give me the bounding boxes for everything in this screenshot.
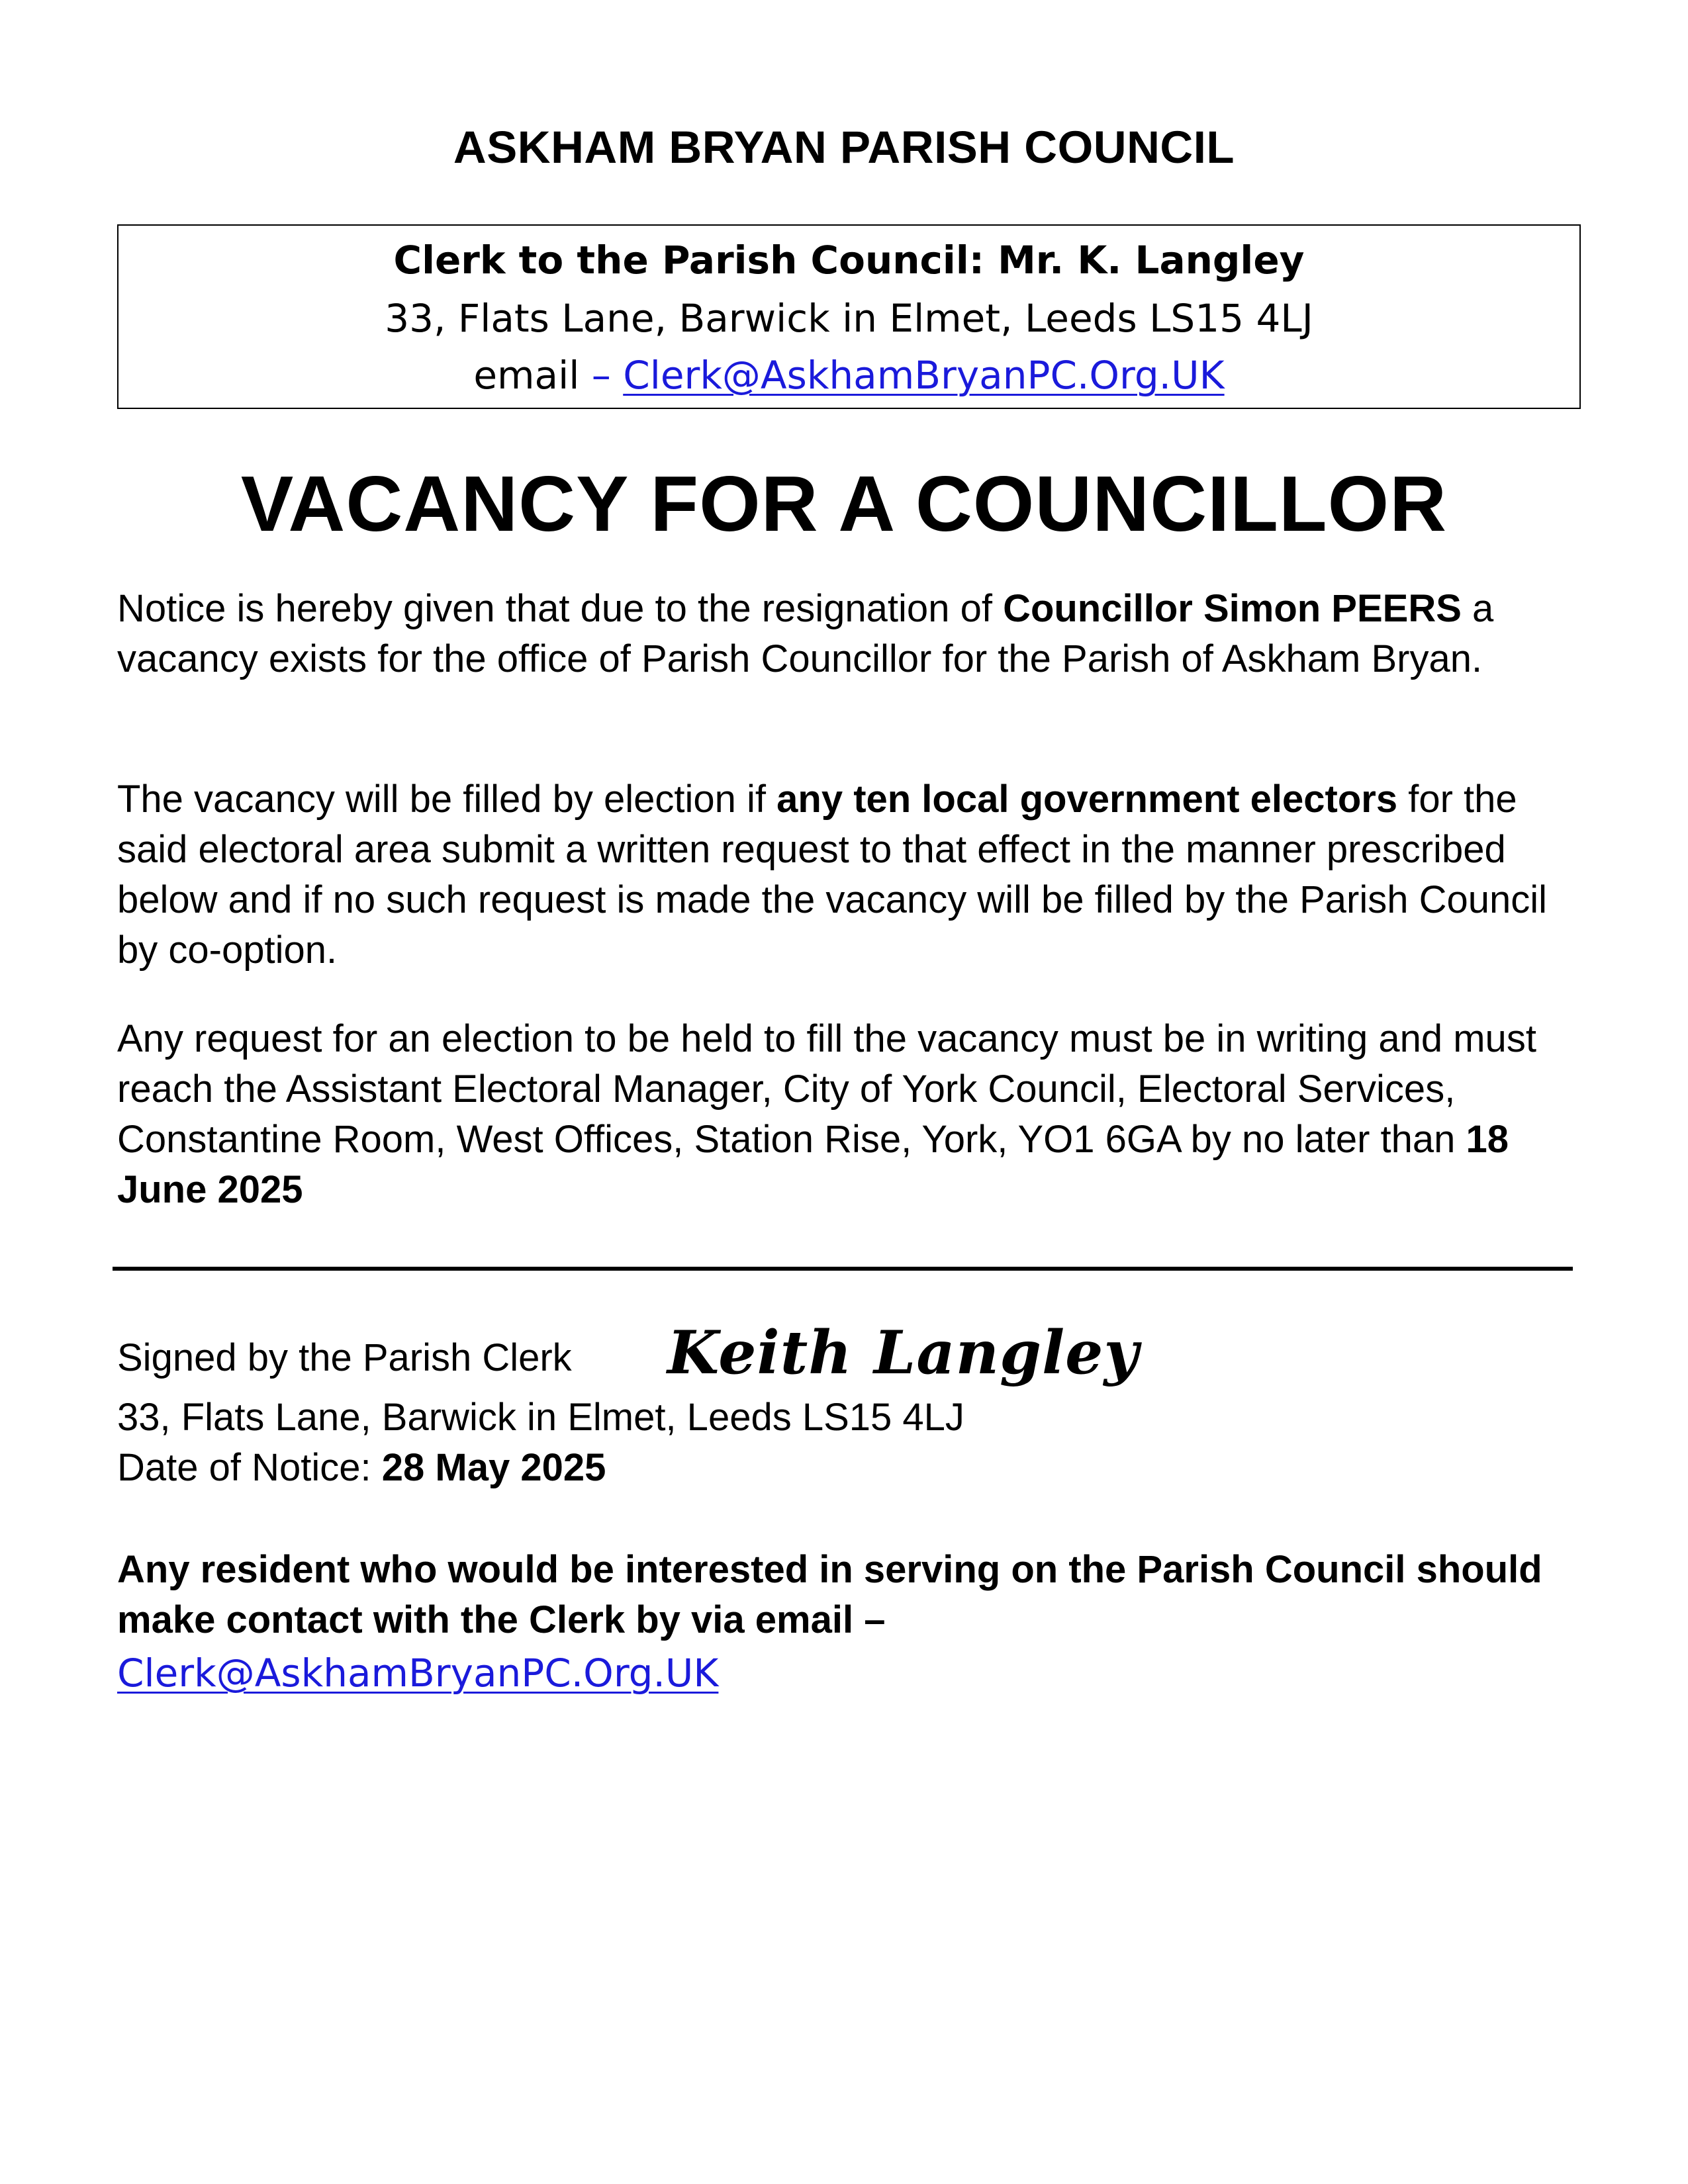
clerk-address: 33, Flats Lane, Barwick in Elmet, Leeds LS15 4LJ <box>117 1396 964 1439</box>
paragraph-text: a vacancy exists for the office of Parish Councillor for the Parish of Askham Bryan. <box>117 587 1494 680</box>
electors-emphasis: any ten local government electors <box>776 778 1398 821</box>
notice-date-line <box>117 1443 606 1493</box>
clerk-address-line: 33, Flats Lane, Barwick in Elmet, Leeds LS15 4LJ <box>385 296 1313 341</box>
council-title: ASKHAM BRYAN PARISH COUNCIL <box>453 122 1235 173</box>
vacancy-heading: VACANCY FOR A COUNCILLOR <box>240 460 1448 548</box>
resident-email-link[interactable]: Clerk@AskhamBryanPC.Org.UK <box>117 1651 719 1696</box>
clerk-email-link[interactable]: Clerk@AskhamBryanPC.Org.UK <box>623 353 1225 398</box>
resident-email-line <box>117 1647 718 1700</box>
councillor-name: Councillor Simon PEERS <box>1003 587 1462 630</box>
paragraph-text: Any request for an election to be held to fill the vacancy must be in writing and must reach the Assistant Electoral Manager, City of York Council, Electoral Services, Constantine Room, West Offices, Station Rise, York, YO1 6GA by no later than <box>117 1017 1536 1161</box>
deadline-date: 18 June 2025 <box>117 1118 1509 1211</box>
notice-paragraph-election <box>117 774 1587 976</box>
section-divider <box>113 1267 1573 1271</box>
notice-paragraph-resignation <box>117 584 1587 684</box>
clerk-signature: Keith Langley <box>667 1318 1139 1388</box>
resident-contact-notice: Any resident who would be interested in serving on the Parish Council should make contact with the Clerk by via email – <box>117 1548 1542 1641</box>
clerk-name-line: Clerk to the Parish Council: Mr. K. Langley <box>393 238 1305 283</box>
clerk-contact-box <box>117 224 1581 409</box>
date-value: 28 May 2025 <box>381 1446 606 1489</box>
signed-by-label: Signed by the Parish Clerk <box>117 1336 572 1379</box>
clerk-email-line <box>118 349 1579 402</box>
date-label: Date of Notice: <box>117 1446 382 1489</box>
paragraph-text: for the said electoral area submit a written request to that effect in the manner prescribed below and if no such request is made the vacancy will be filled by the Parish Council by co-option. <box>117 778 1548 972</box>
paragraph-text: Notice is hereby given that due to the resignation of <box>117 587 1004 630</box>
email-dash: – <box>591 353 624 398</box>
email-label: email <box>473 353 592 398</box>
notice-paragraph-request <box>117 1014 1587 1215</box>
paragraph-text: The vacancy will be filled by election if <box>117 778 777 821</box>
